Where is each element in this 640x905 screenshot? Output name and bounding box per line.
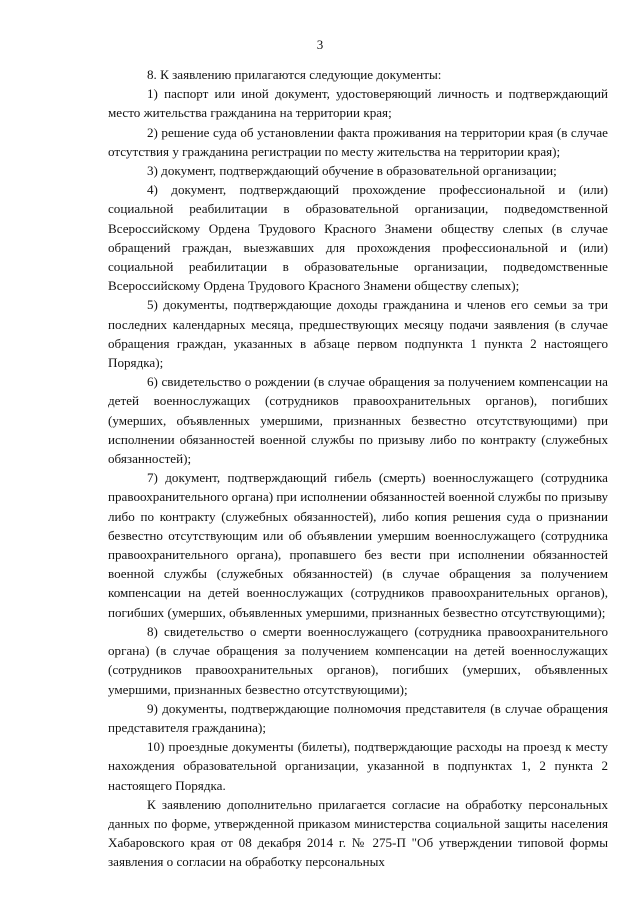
page-number: 3 xyxy=(316,37,324,52)
paragraph-item-9: 9) документы, подтверждающие полномочия представителя (в случае обращения представителя гражданина); xyxy=(108,700,608,735)
paragraph-item-3: 3) документ, подтверждающий обучение в образовательной организации; xyxy=(147,163,557,179)
paragraph-consent: К заявлению дополнительно прилагается согласие на обработку персональных данных по форме, утвержденной приказом министерства социальной защиты населения Хабаровского края от 08 декабря 2014 г. № 275-П "Об утверждении типовой формы заявления о согласии на обработку персональных xyxy=(108,796,608,870)
paragraph-item-7: 7) документ, подтверждающий гибель (смерть) военнослужащего (сотрудника правоохранительного органа) при исполнении обязанностей военной службы по призыву либо по контракту (служебных обязанностей), либо копия решения суда о признании безвестно отсутствующим или об объявлении умершим военнослужащего (сотрудника правоохранительного органа), пропавшего без вести при исполнении обязанностей военной службы (служебных обязанностей) (в случае обращения за получением компенсации на детей военнослужащих (сотрудников правоохранительных органов), погибших (умерших, объявленных умершими, признанных безвестно отсутствующими); xyxy=(108,470,608,620)
paragraph-item-8: 8) свидетельство о смерти военнослужащего (сотрудника правоохранительного органа) (в случае обращения за получением компенсации на детей военнослужащих (сотрудников правоохранительных органов), погибших (умерших, объявленных умершими, признанных безвестно отсутствующими); xyxy=(108,623,608,697)
paragraph-documents-heading: 8. К заявлению прилагаются следующие документы: xyxy=(147,67,442,82)
paragraph-item-2: 2) решение суда об установлении факта проживания на территории края (в случае отсутствия у гражданина регистрации по месту жительства на территории края); xyxy=(108,124,608,159)
paragraph-item-4: 4) документ, подтверждающий прохождение профессиональной и (или) социальной реабилитации в образовательной организации, подведомственной Всероссийскому Ордена Трудового Красного Знамени обществу слепых (в случае обращений граждан, выезжавших для прохождения профессиональной и (или) социальной реабилитации в образовательные организации, подведомственные Всероссийскому Ордена Трудового Красного Знамени обществу слепых); xyxy=(108,182,608,294)
paragraph-item-10: 10) проездные документы (билеты), подтверждающие расходы на проезд к месту нахождения образовательной организации, указанной в подпунктах 1, 2 пункта 2 настоящего Порядка. xyxy=(108,739,608,793)
paragraph-item-1: 1) паспорт или иной документ, удостоверяющий личность и подтверждающий место жительства гражданина на территории края; xyxy=(108,86,608,121)
paragraph-item-6: 6) свидетельство о рождении (в случае обращения за получением компенсации на детей военнослужащих (сотрудников правоохранительных органов), погибших (умерших, объявленных умершими, признанных безвестно отсутствующими) при исполнении обязанностей военной службы по призыву либо по контракту (служебных обязанностей); xyxy=(108,374,608,467)
document-body xyxy=(108,65,608,872)
paragraph-item-5: 5) документы, подтверждающие доходы гражданина и членов его семьи за три последних календарных месяца, предшествующих месяцу подачи заявления (в случае обращения граждан, указанных в абзаце первом подпункта 1 пункта 2 настоящего Порядка); xyxy=(108,297,608,371)
